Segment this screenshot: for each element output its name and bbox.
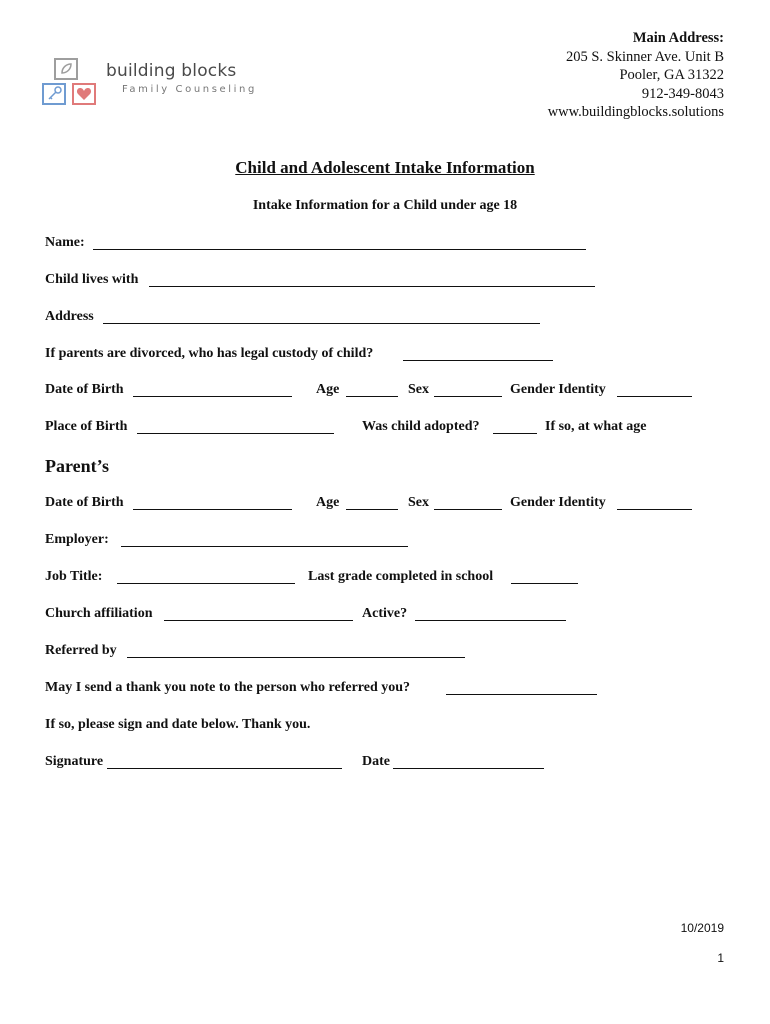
logo-tagline: Family Counseling (122, 84, 257, 95)
logo-block-heart (72, 83, 96, 105)
parent-dob-field[interactable] (133, 509, 292, 510)
custody-field[interactable] (403, 360, 553, 361)
signature-field[interactable] (107, 768, 342, 769)
revision-date: 10/2019 (680, 921, 724, 935)
form-title: Child and Adolescent Intake Information (235, 158, 535, 177)
active-label: Active? (362, 606, 408, 621)
child-address-label: Address (45, 309, 94, 324)
sign-note: If so, please sign and date below. Thank you. (45, 717, 311, 732)
name-label: Name: (45, 235, 85, 250)
pob-label: Place of Birth (45, 419, 128, 434)
custody-label: If parents are divorced, who has legal custody of child? (45, 346, 374, 361)
logo (40, 56, 255, 108)
logo-name: building blocks (106, 61, 237, 81)
child-dob-label: Date of Birth (45, 382, 124, 397)
church-field[interactable] (164, 620, 353, 621)
parent-age-field[interactable] (346, 509, 398, 510)
child-age-field[interactable] (346, 396, 398, 397)
adopted-field[interactable] (493, 433, 537, 434)
active-field[interactable] (415, 620, 566, 621)
name-field[interactable] (93, 249, 586, 250)
church-label: Church affiliation (45, 606, 153, 621)
parent-dob-label: Date of Birth (45, 495, 124, 510)
address-heading: Main Address: (632, 30, 724, 46)
child-gender-label: Gender Identity (510, 382, 606, 397)
address-street: 205 S. Skinner Ave. Unit B (565, 48, 724, 65)
address-website: www.buildingblocks.solutions (547, 104, 724, 120)
logo-block-key (42, 83, 66, 105)
parents-heading: Parent’s (45, 456, 109, 476)
child-dob-field[interactable] (133, 396, 292, 397)
child-sex-field[interactable] (434, 396, 502, 397)
child-sex-label: Sex (408, 382, 429, 397)
parent-sex-field[interactable] (434, 509, 502, 510)
address-city: Pooler, GA 31322 (619, 67, 724, 83)
page-number: 1 (717, 951, 724, 965)
address-phone: 912-349-8043 (641, 85, 724, 102)
parent-gender-field[interactable] (617, 509, 692, 510)
date-field[interactable] (393, 768, 544, 769)
form-subtitle: Intake Information for a Child under age 18 (252, 198, 518, 213)
thank-you-field[interactable] (446, 694, 597, 695)
referred-label: Referred by (45, 643, 117, 658)
main-address (548, 29, 724, 122)
signature-label: Signature (45, 754, 104, 769)
job-title-label: Job Title: (45, 569, 103, 584)
lives-with-label: Child lives with (45, 272, 139, 287)
job-title-field[interactable] (117, 583, 295, 584)
grade-field[interactable] (511, 583, 578, 584)
employer-field[interactable] (121, 546, 408, 547)
lives-with-field[interactable] (149, 286, 595, 287)
adopted-label: Was child adopted? (362, 419, 480, 434)
child-age-label: Age (316, 382, 340, 397)
grade-label: Last grade completed in school (308, 569, 494, 584)
child-address-field[interactable] (103, 323, 540, 324)
date-label: Date (362, 754, 390, 769)
thank-you-label: May I send a thank you note to the person who referred you? (45, 680, 411, 695)
child-gender-field[interactable] (617, 396, 692, 397)
adopted-age-label: If so, at what age (545, 419, 647, 434)
employer-label: Employer: (45, 532, 109, 547)
referred-field[interactable] (127, 657, 465, 658)
pob-field[interactable] (137, 433, 334, 434)
parent-age-label: Age (316, 495, 340, 510)
logo-block-leaf (54, 58, 78, 80)
parent-sex-label: Sex (408, 495, 429, 510)
parent-gender-label: Gender Identity (510, 495, 606, 510)
